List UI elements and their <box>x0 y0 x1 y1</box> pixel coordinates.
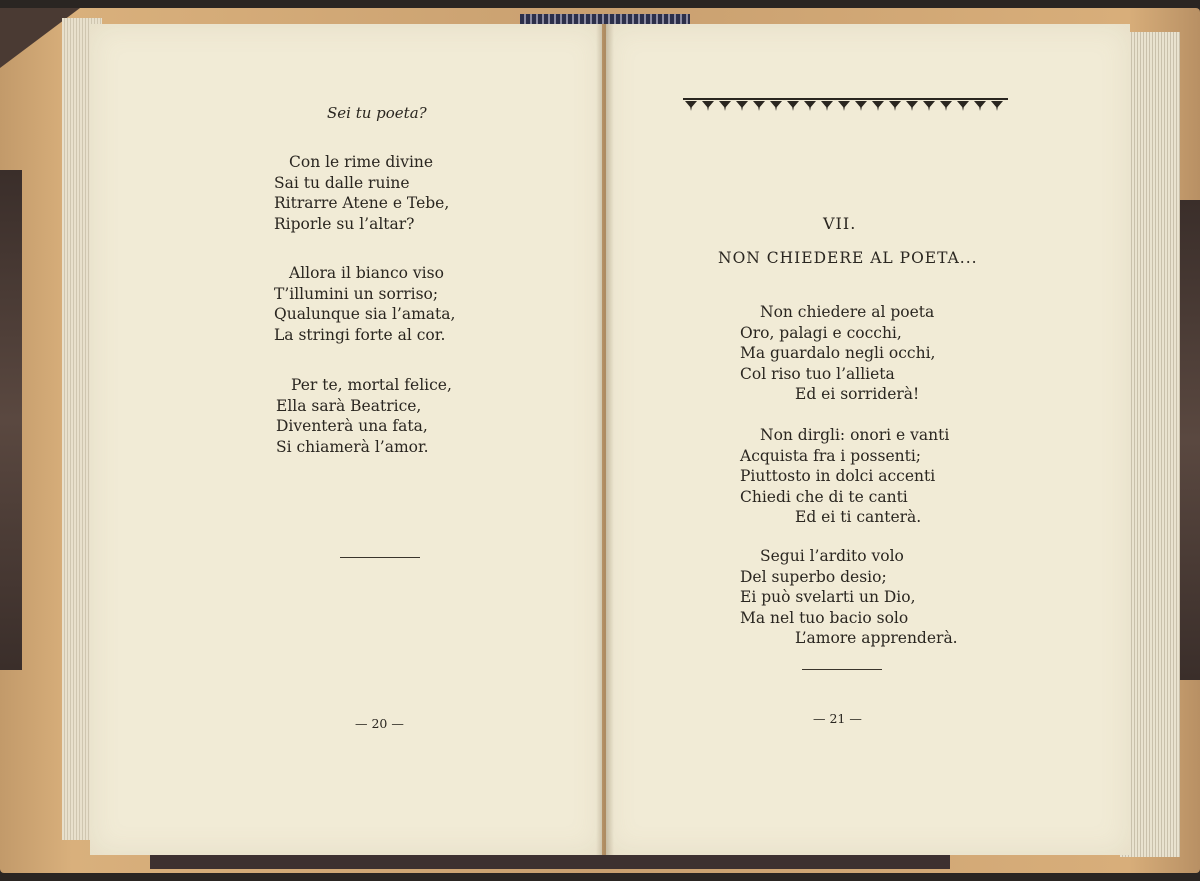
cover-bottom-strip <box>150 855 950 869</box>
ornament-leaf <box>872 101 884 111</box>
verse-line: Sai tu dalle ruine <box>274 173 410 192</box>
gutter-shadow <box>596 24 614 855</box>
section-rule <box>802 669 882 670</box>
left-stanza-2 <box>274 263 455 345</box>
verse-line: Per te, mortal felice, <box>291 376 452 394</box>
verse-line: Chiedi che di te canti <box>740 487 908 506</box>
section-rule <box>340 557 420 558</box>
verse-line: Col riso tuo l’allieta <box>740 364 895 383</box>
ornament-leaf <box>991 101 1003 111</box>
cover-edge-left <box>0 170 22 670</box>
left-stanza-1 <box>274 152 449 234</box>
right-stanza-3 <box>740 546 958 649</box>
verse-line: Riporle su l’altar? <box>274 214 415 233</box>
verse-line: Si chiamerà l’amor. <box>276 437 429 456</box>
ornament-leaf <box>702 101 714 111</box>
cover-edge-right <box>1178 200 1200 680</box>
ornament-leaf <box>957 101 969 111</box>
verse-line: Ed ei ti canterà. <box>795 508 922 526</box>
ornament-leaf <box>719 101 731 111</box>
header-ornament <box>683 98 1008 112</box>
ornament-leaf <box>804 101 816 111</box>
chapter-number: VII. <box>823 214 857 233</box>
verse-line: La stringi forte al cor. <box>274 325 446 344</box>
ornament-leaf <box>974 101 986 111</box>
verse-line: T’illumini un sorriso; <box>274 284 439 303</box>
verse-line: Non chiedere al poeta <box>760 303 935 321</box>
verse-line: Ella sarà Beatrice, <box>276 396 422 415</box>
ornament-leaf <box>821 101 833 111</box>
ornament-leaf <box>838 101 850 111</box>
ornament-leaf <box>906 101 918 111</box>
verse-line: Acquista fra i possenti; <box>740 446 922 465</box>
ornament-leaf <box>770 101 782 111</box>
verse-line: L’amore apprenderà. <box>795 629 958 647</box>
right-stanza-1 <box>740 302 935 405</box>
ornament-leaf <box>753 101 765 111</box>
left-stanza-3 <box>276 375 452 457</box>
verse-line: Con le rime divine <box>289 153 434 171</box>
verse-line: Ritrarre Atene e Tebe, <box>274 194 450 212</box>
ornament-leaf <box>889 101 901 111</box>
verse-line: Ma nel tuo bacio solo <box>740 608 909 627</box>
verse-line: Piuttosto in dolci accenti <box>740 467 936 485</box>
ornament-leaf <box>787 101 799 111</box>
verse-line: Del superbo desio; <box>740 567 887 586</box>
verse-line: Oro, palagi e cocchi, <box>740 323 902 342</box>
spine-headband <box>520 14 690 24</box>
ornament-leaf <box>685 101 697 111</box>
folio-right: — 21 — <box>813 711 862 726</box>
verse-line: Allora il bianco viso <box>289 264 444 282</box>
right-stanza-2 <box>740 425 949 528</box>
running-head: Sei tu poeta? <box>327 104 427 122</box>
folio-left: — 20 — <box>355 716 404 731</box>
ornament-leaf <box>736 101 748 111</box>
verse-line: Qualunque sia l’amata, <box>274 305 456 323</box>
verse-line: Ed ei sorriderà! <box>795 385 920 403</box>
verse-line: Segui l’ardito volo <box>760 547 904 565</box>
verse-line: Ei può svelarti un Dio, <box>740 588 916 606</box>
ornament-leaf <box>855 101 867 111</box>
chapter-title: NON CHIEDERE AL POETA... <box>718 249 978 267</box>
verse-line: Ma guardalo negli occhi, <box>740 344 936 362</box>
verse-line: Non dirgli: onori e vanti <box>760 426 950 444</box>
verse-line: Diventerà una fata, <box>276 417 428 435</box>
ornament-leaf <box>940 101 952 111</box>
ornament-leaf <box>923 101 935 111</box>
